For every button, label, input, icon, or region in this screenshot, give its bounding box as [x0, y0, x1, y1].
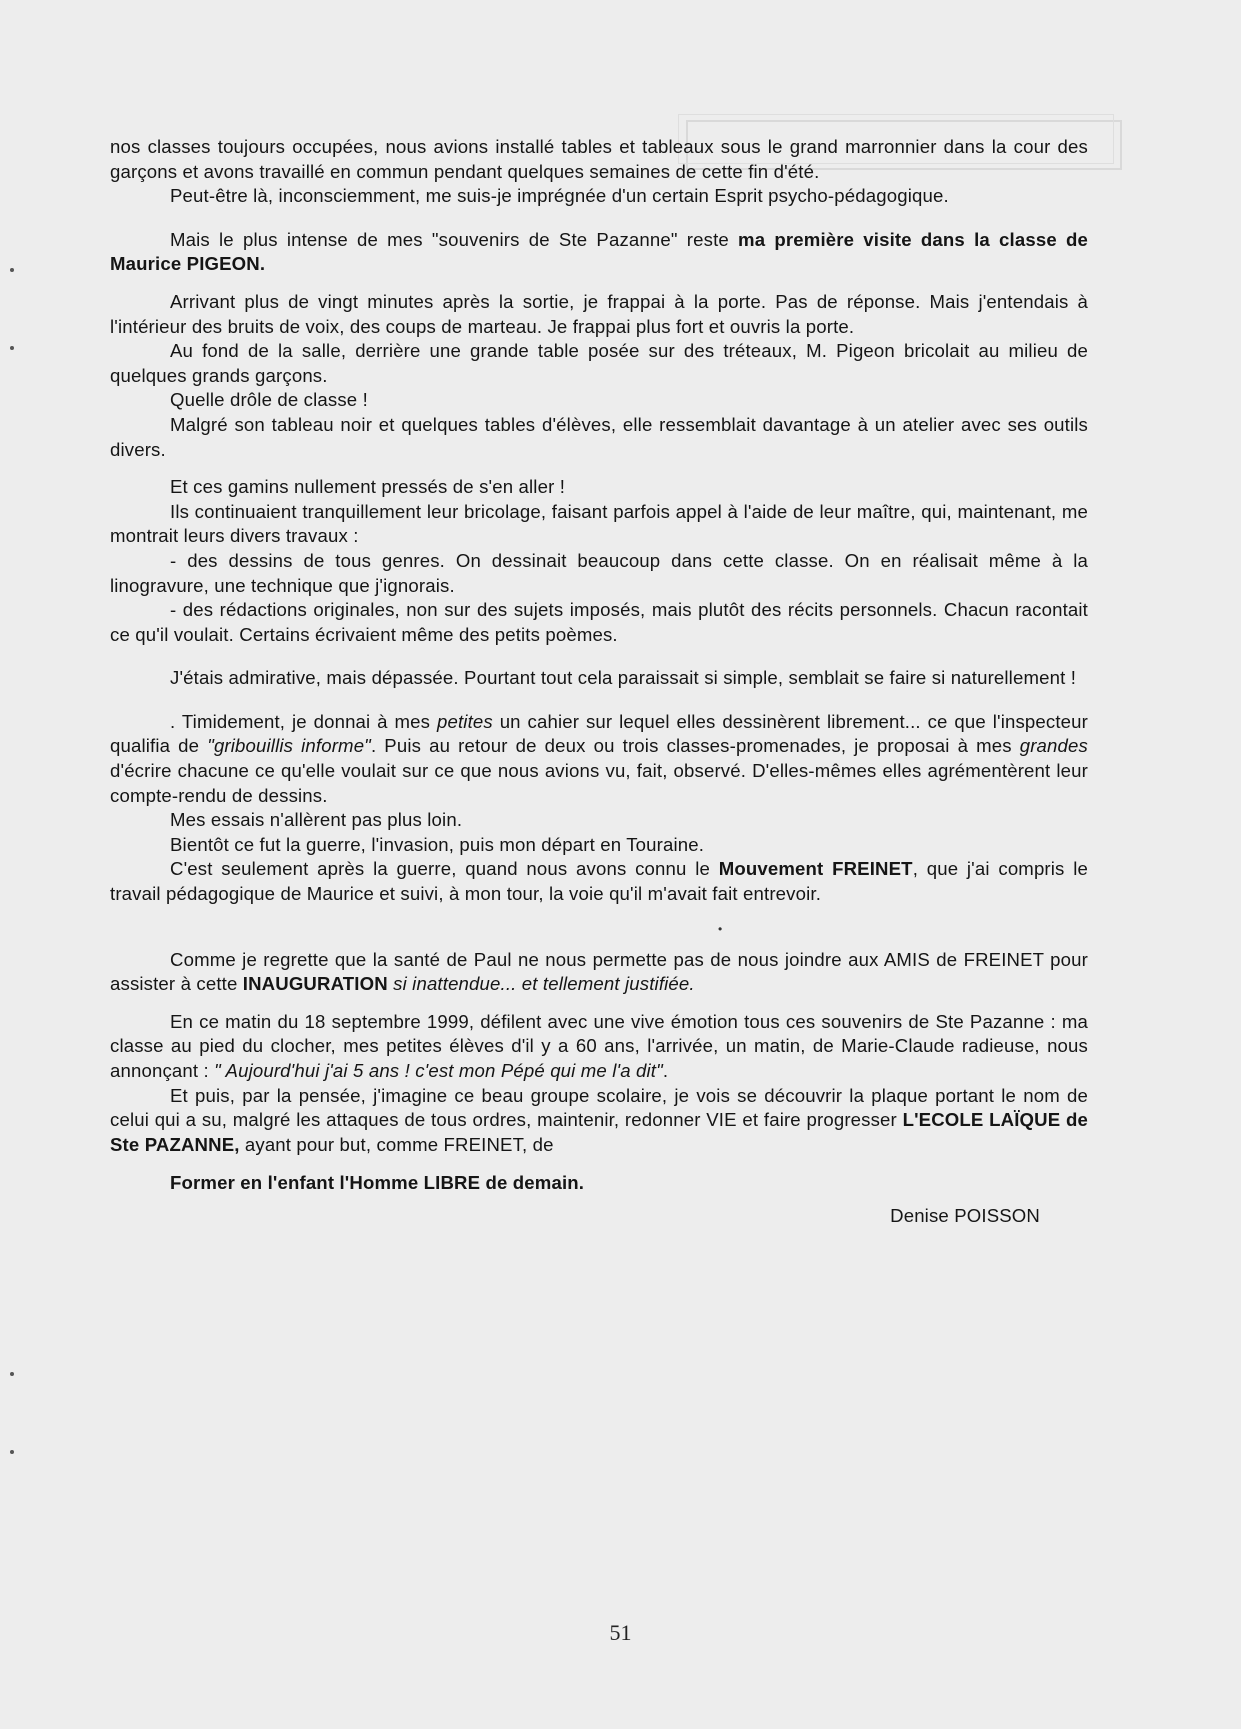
paragraph	[110, 228, 1088, 277]
paragraph	[110, 184, 1088, 209]
text-run: Au fond de la salle, derrière une grande table posée sur des tréteaux, M. Pigeon bricolait au milieu de quelques grands garçons.	[110, 340, 1088, 386]
text-run: En ce matin du 18 septembre 1999, défilent avec une vive émotion tous ces souvenirs de Ste Pazanne : ma classe au pied du clocher, mes petites élèves d'il y a 60 ans, l'arrivée, un matin, de Marie-Claude radieuse, nous annonçant :	[110, 1010, 1088, 1081]
text-run: Mais le plus intense de mes "souvenirs de Ste Pazanne" reste	[170, 228, 739, 250]
paragraph	[110, 135, 1088, 184]
italic-text: "gribouillis informe"	[207, 735, 371, 757]
paragraph	[110, 833, 1088, 858]
paragraph	[110, 666, 1088, 691]
italic-text: petites	[436, 710, 493, 732]
text-run: . Puis au retour de deux ou trois classes-promenades, je proposai à mes	[370, 735, 1020, 757]
bold-text: INAUGURATION	[242, 973, 388, 995]
paragraph	[110, 290, 1088, 339]
section-separator: •	[718, 921, 723, 936]
text-run: .	[662, 1060, 669, 1081]
paragraph	[110, 598, 1088, 647]
text-run: Comme je regrette que la santé de Paul ne nous permette pas de nous joindre aux AMIS de FREINET pour assister à cette	[110, 948, 1088, 995]
text-run: J'étais admirative, mais dépassée. Pourtant tout cela paraissait si simple, semblait se faire si naturellement !	[170, 667, 1077, 689]
bold-text: ma première visite dans la classe de Maurice PIGEON.	[110, 228, 1088, 275]
text-run: , que j'ai compris le travail pédagogique de Maurice et suivi, à mon tour, la voie qu'il m'avait fait entrevoir.	[110, 858, 1088, 905]
bold-text: Mouvement FREINET	[718, 858, 913, 880]
text-run: Quelle drôle de classe !	[170, 389, 368, 411]
paragraph	[110, 1010, 1088, 1084]
text-run: Arrivant plus de vingt minutes après la sortie, je frappai à la porte. Pas de réponse. Mais j'entendais à l'intérieur des bruits de voix, des coups de marteau. Je frappai plus fort et ouvris la porte.	[110, 290, 1088, 337]
paragraph	[110, 500, 1088, 549]
text-run: d'écrire chacune ce qu'elle voulait sur ce que nous avions vu, fait, observé. D'elles-mêmes elles agrémentèrent leur compte-rendu de dessins.	[110, 760, 1088, 806]
bold-text: L'ECOLE LAÏQUE de Ste PAZANNE,	[110, 1109, 1088, 1155]
text-run: Et puis, par la pensée, j'imagine ce beau groupe scolaire, je vois se découvrir la plaque portant le nom de celui qui a su, malgré les attaques de tous ordres, maintenir, redonner VIE et faire progresser	[110, 1084, 1088, 1131]
paragraph	[110, 339, 1088, 388]
text-run: nos classes toujours occupées, nous avions installé tables et tableaux sous le grand marronnier dans la cour des garçons et avons travaillé en commun pendant quelques semaines de cette fin d'été.	[110, 136, 1088, 182]
text-run: Et ces gamins nullement pressés de s'en aller !	[170, 476, 566, 498]
page-number: 51	[609, 1620, 632, 1645]
margin-mark	[10, 1450, 14, 1454]
italic-text: grandes	[1019, 735, 1088, 757]
italic-text: " Aujourd'hui j'ai 5 ans ! c'est mon Pépé qui me l'a dit"	[214, 1060, 663, 1081]
signature: Denise POISSON	[890, 1204, 1040, 1226]
article-body	[110, 135, 1088, 1229]
text-run: ayant pour but, comme FREINET, de	[239, 1133, 554, 1155]
paragraph	[110, 413, 1088, 462]
text-run: Bientôt ce fut la guerre, l'invasion, puis mon départ en Touraine.	[170, 833, 705, 855]
margin-mark	[10, 1372, 14, 1376]
text-run: C'est seulement après la guerre, quand nous avons connu le	[170, 858, 719, 880]
motto: Former en l'enfant l'Homme LIBRE de demain.	[170, 1172, 585, 1194]
text-run: Ils continuaient tranquillement leur bricolage, faisant parfois appel à l'aide de leur maître, qui, maintenant, me montrait leurs divers travaux :	[110, 500, 1088, 547]
text-run: - des dessins de tous genres. On dessinait beaucoup dans cette classe. On en réalisait même à la linogravure, une technique que j'ignorais.	[110, 549, 1088, 596]
paragraph	[110, 948, 1088, 997]
paragraph	[110, 1084, 1088, 1158]
text-run: un cahier sur lequel elles dessinèrent librement... ce que l'inspecteur qualifia de	[110, 710, 1088, 757]
margin-mark	[10, 346, 14, 350]
italic-text: si inattendue... et tellement justifiée.	[393, 973, 695, 995]
text-run: Malgré son tableau noir et quelques tables d'élèves, elle ressemblait davantage à un atelier avec ses outils divers.	[110, 413, 1088, 460]
margin-mark	[10, 268, 14, 272]
paragraph	[110, 388, 1088, 413]
paragraph	[110, 857, 1088, 906]
text-run: . Timidement, je donnai à mes	[170, 710, 437, 732]
paragraph	[110, 549, 1088, 598]
paragraph	[110, 710, 1088, 808]
paragraph	[110, 808, 1088, 833]
paragraph	[110, 475, 1088, 500]
text-run: Mes essais n'allèrent pas plus loin.	[170, 809, 463, 831]
text-run: - des rédactions originales, non sur des sujets imposés, mais plutôt des récits personnels. Chacun racontait ce qu'il voulait. Certains écrivaient même des petits poèmes.	[110, 599, 1088, 645]
text-run: Peut-être là, inconsciemment, me suis-je imprégnée d'un certain Esprit psycho-pédagogique.	[170, 185, 949, 207]
